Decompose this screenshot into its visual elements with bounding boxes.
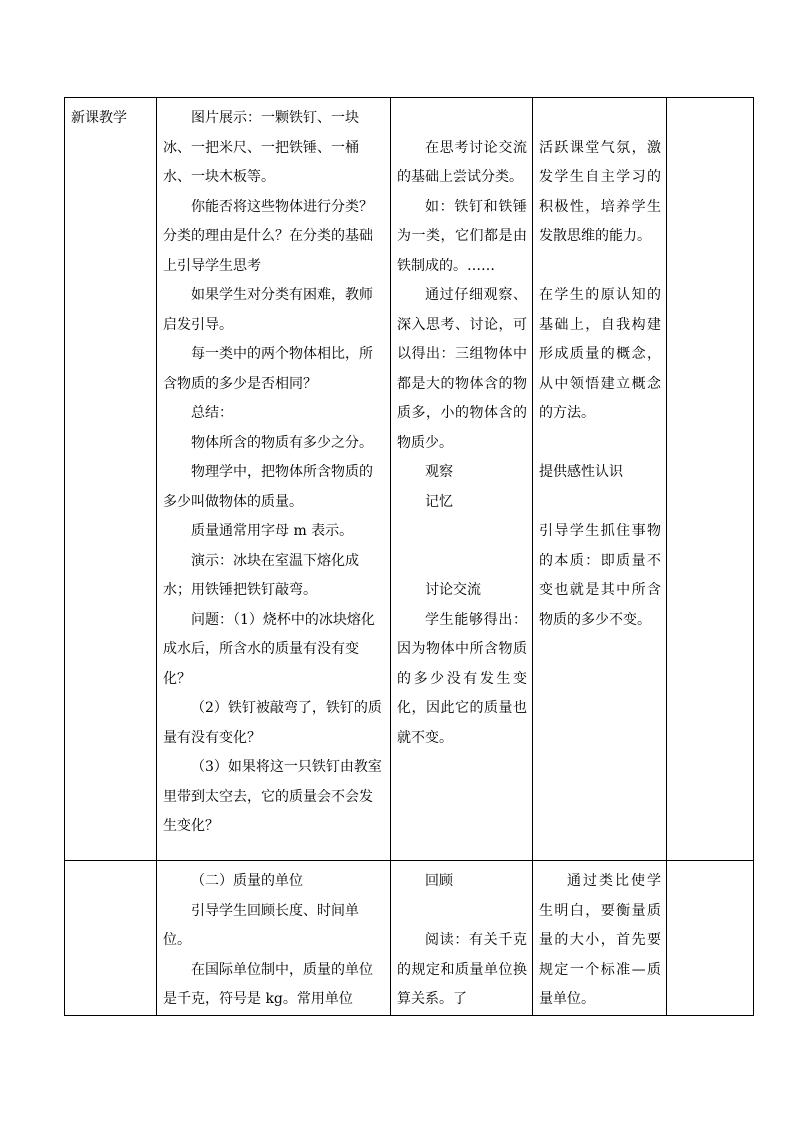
teacher-text: 总结： [191,405,233,421]
teacher-text: 物体所含的物质有多少之分。 [191,434,373,451]
stage-label: 新课教学 [71,110,127,126]
design-intent-cell [533,98,667,861]
student-text: 在思考讨论交流的基础上尝试分类。 [397,139,527,185]
notes-cell [667,98,754,861]
spacer [397,897,527,927]
spacer [539,488,661,518]
design-intent-cell [533,861,667,1016]
student-text: 观察 [425,464,453,480]
student-text: 如：铁钉和铁锤为一类，它们都是由铁制成的。…… [397,198,527,274]
teacher-text: 引导学生回顾长度、时间单位。 [163,902,359,948]
intent-text: 提供感性认识 [539,464,623,480]
teacher-text: 质量通常用字母 m 表示。 [191,523,354,539]
notes-cell [667,861,754,1016]
intent-text: 在学生的原认知的基础上，自我构建形成质量的概念，从中领悟建立概念的方法。 [539,287,661,421]
spacer [397,547,527,577]
intent-text: 引导学生抓住事物的本质：即质量不变也就是其中所含物质的多少不变。 [539,523,661,628]
student-text: 讨论交流 [425,582,481,598]
student-text: 通过仔细观察、深入思考、讨论，可以得出：三组物体中都是大的物体含的物质多，小的物体含的物质少。 [397,287,527,451]
student-text: 阅读：有关千克的规定和质量单位换算关系。了 [397,932,527,1007]
lesson-plan-table [64,97,754,1016]
teacher-text: 演示：冰块在室温下熔化成水；用铁锤把铁钉敲弯。 [163,552,359,598]
spacer [397,104,527,134]
teacher-text: 每一类中的两个物体相比，所含物质的多少是否相同？ [163,346,373,392]
student-activity-cell [391,861,533,1016]
table-row [65,861,754,1016]
spacer [539,429,661,459]
teacher-text: 如果学生对分类有困难，教师启发引导。 [163,287,373,333]
teacher-text: （2）铁钉被敲弯了，铁钉的质量有没有变化？ [163,700,382,746]
student-text: 学生能够得出：因为物体中所含物质的多少没有发生变化，因此它的质量也就不变。 [397,611,527,746]
teacher-text: 在国际单位制中，质量的单位是千克，符号是 kg。常用单位 [163,961,373,1007]
spacer [539,252,661,282]
teacher-text: 图片展示：一颗铁钉、一块冰、一把米尺、一把铁锤、一桶水、一块木板等。 [163,110,359,185]
student-activity-cell [391,98,533,861]
stage-cell [65,861,157,1016]
intent-text: 活跃课堂气氛，激发学生自主学习的积极性，培养学生发散思维的能力。 [539,139,661,244]
spacer [397,517,527,547]
stage-cell [65,98,157,861]
table-row [65,98,754,861]
intent-text: 通过类比使学生明白，要衡量质量的大小，首先要规定一个标准—质量单位。 [539,873,661,1007]
teacher-text: （3）如果将这一只铁钉由教室里带到太空去，它的质量会不会发生变化？ [163,759,382,834]
teacher-activity-cell [157,861,391,1016]
teacher-text: 物理学中，把物体所含物质的多少叫做物体的质量。 [163,464,373,510]
teacher-activity-cell [157,98,391,861]
student-text: 回顾 [425,873,453,889]
spacer [539,104,661,134]
teacher-text: （二）质量的单位 [191,873,303,889]
teacher-text: 问题：（1）烧杯中的冰块熔化成水后，所含水的质量有没有变化？ [163,611,375,687]
student-text: 记忆 [425,493,453,510]
teacher-text: 你能否将这些物体进行分类？分类的理由是什么？在分类的基础上引导学生思考 [163,198,373,274]
